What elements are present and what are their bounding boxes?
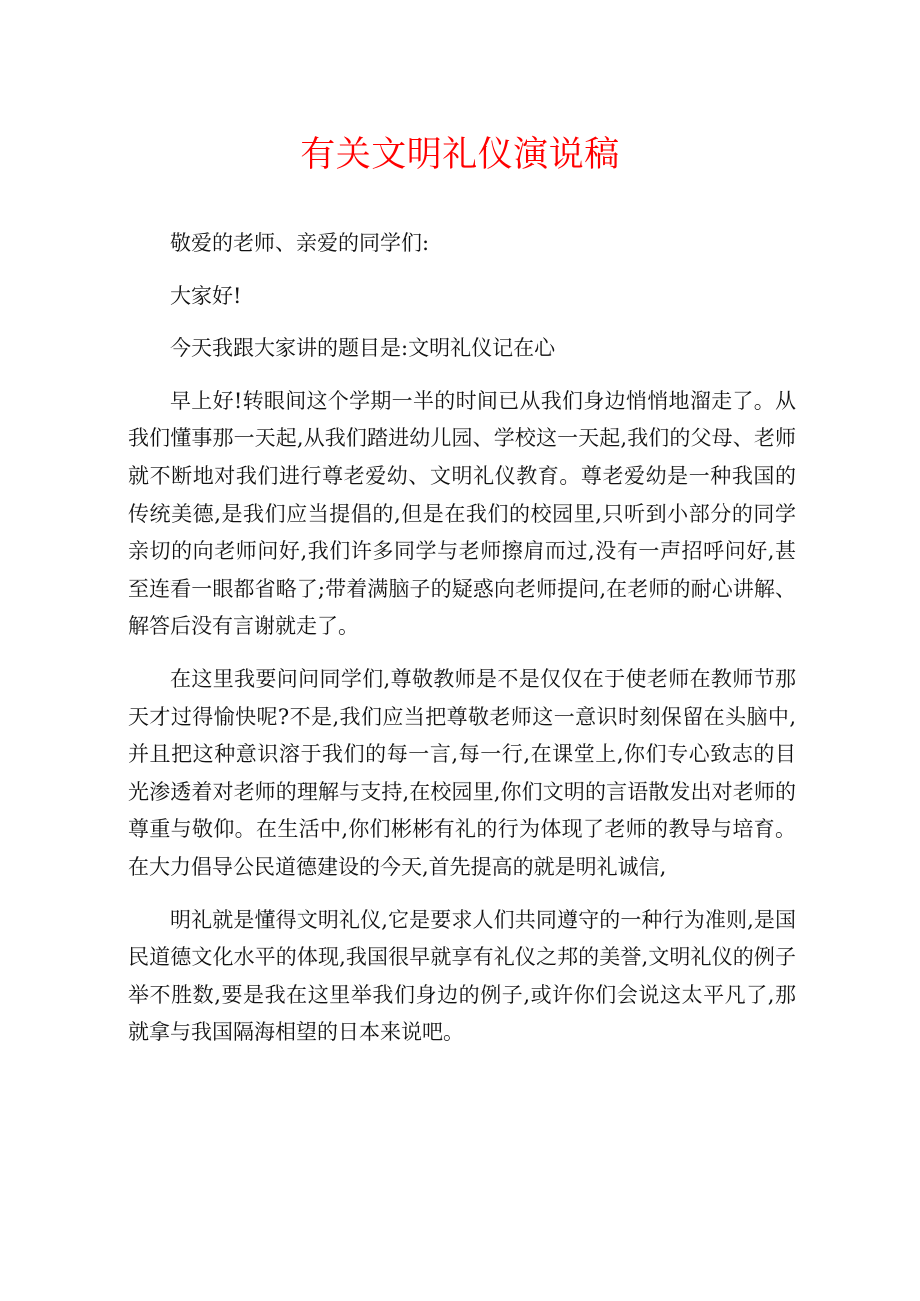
greeting-paragraph: 大家好! xyxy=(170,283,242,308)
body-paragraph-1: 早上好!转眼间这个学期一半的时间已从我们身边悄悄地溜走了。从我们懂事那一天起,从我们踏进幼儿园、学校这一天起,我们的父母、老师就不断地对我们进行尊老爱幼、文明礼仪教育。尊老爱幼是一种我国的传统美德,是我们应当提倡的,但是在我们的校园里,只听到小部分的同学亲切的向老师问好,我们许多同学与老师擦肩而过,没有一声招呼问好,甚至连看一眼都省略了;带着满脑子的疑惑向老师提问,在老师的耐心讲解、解答后没有言谢就走了。 xyxy=(128,388,796,639)
document-body xyxy=(128,225,796,1067)
body-paragraph-3: 明礼就是懂得文明礼仪,它是要求人们共同遵守的一种行为准则,是国民道德文化水平的体现,我国很早就享有礼仪之邦的美誉,文明礼仪的例子举不胜数,要是我在这里举我们身边的例子,或许你们会说这太平凡了,那就拿与我国隔海相望的日本来说吧。 xyxy=(128,907,796,1045)
topic-paragraph: 今天我跟大家讲的题目是:文明礼仪记在心 xyxy=(170,336,556,361)
salutation-paragraph: 敬爱的老师、亲爱的同学们: xyxy=(170,231,430,255)
body-paragraph-2: 在这里我要问问同学们,尊敬教师是不是仅仅在于使老师在教师节那天才过得愉快呢?不是,我们应当把尊敬老师这一意识时刻保留在头脑中,并且把这种意识溶于我们的每一言,每一行,在课堂上,你们专心致志的目光渗透着对老师的理解与支持,在校园里,你们文明的言语散发出对老师的尊重与敬仰。在生活中,你们彬彬有礼的行为体现了老师的教导与培育。在大力倡导公民道德建设的今天,首先提高的就是明礼诚信, xyxy=(128,666,796,879)
document-title: 有关文明礼仪演说稿 xyxy=(300,135,620,175)
